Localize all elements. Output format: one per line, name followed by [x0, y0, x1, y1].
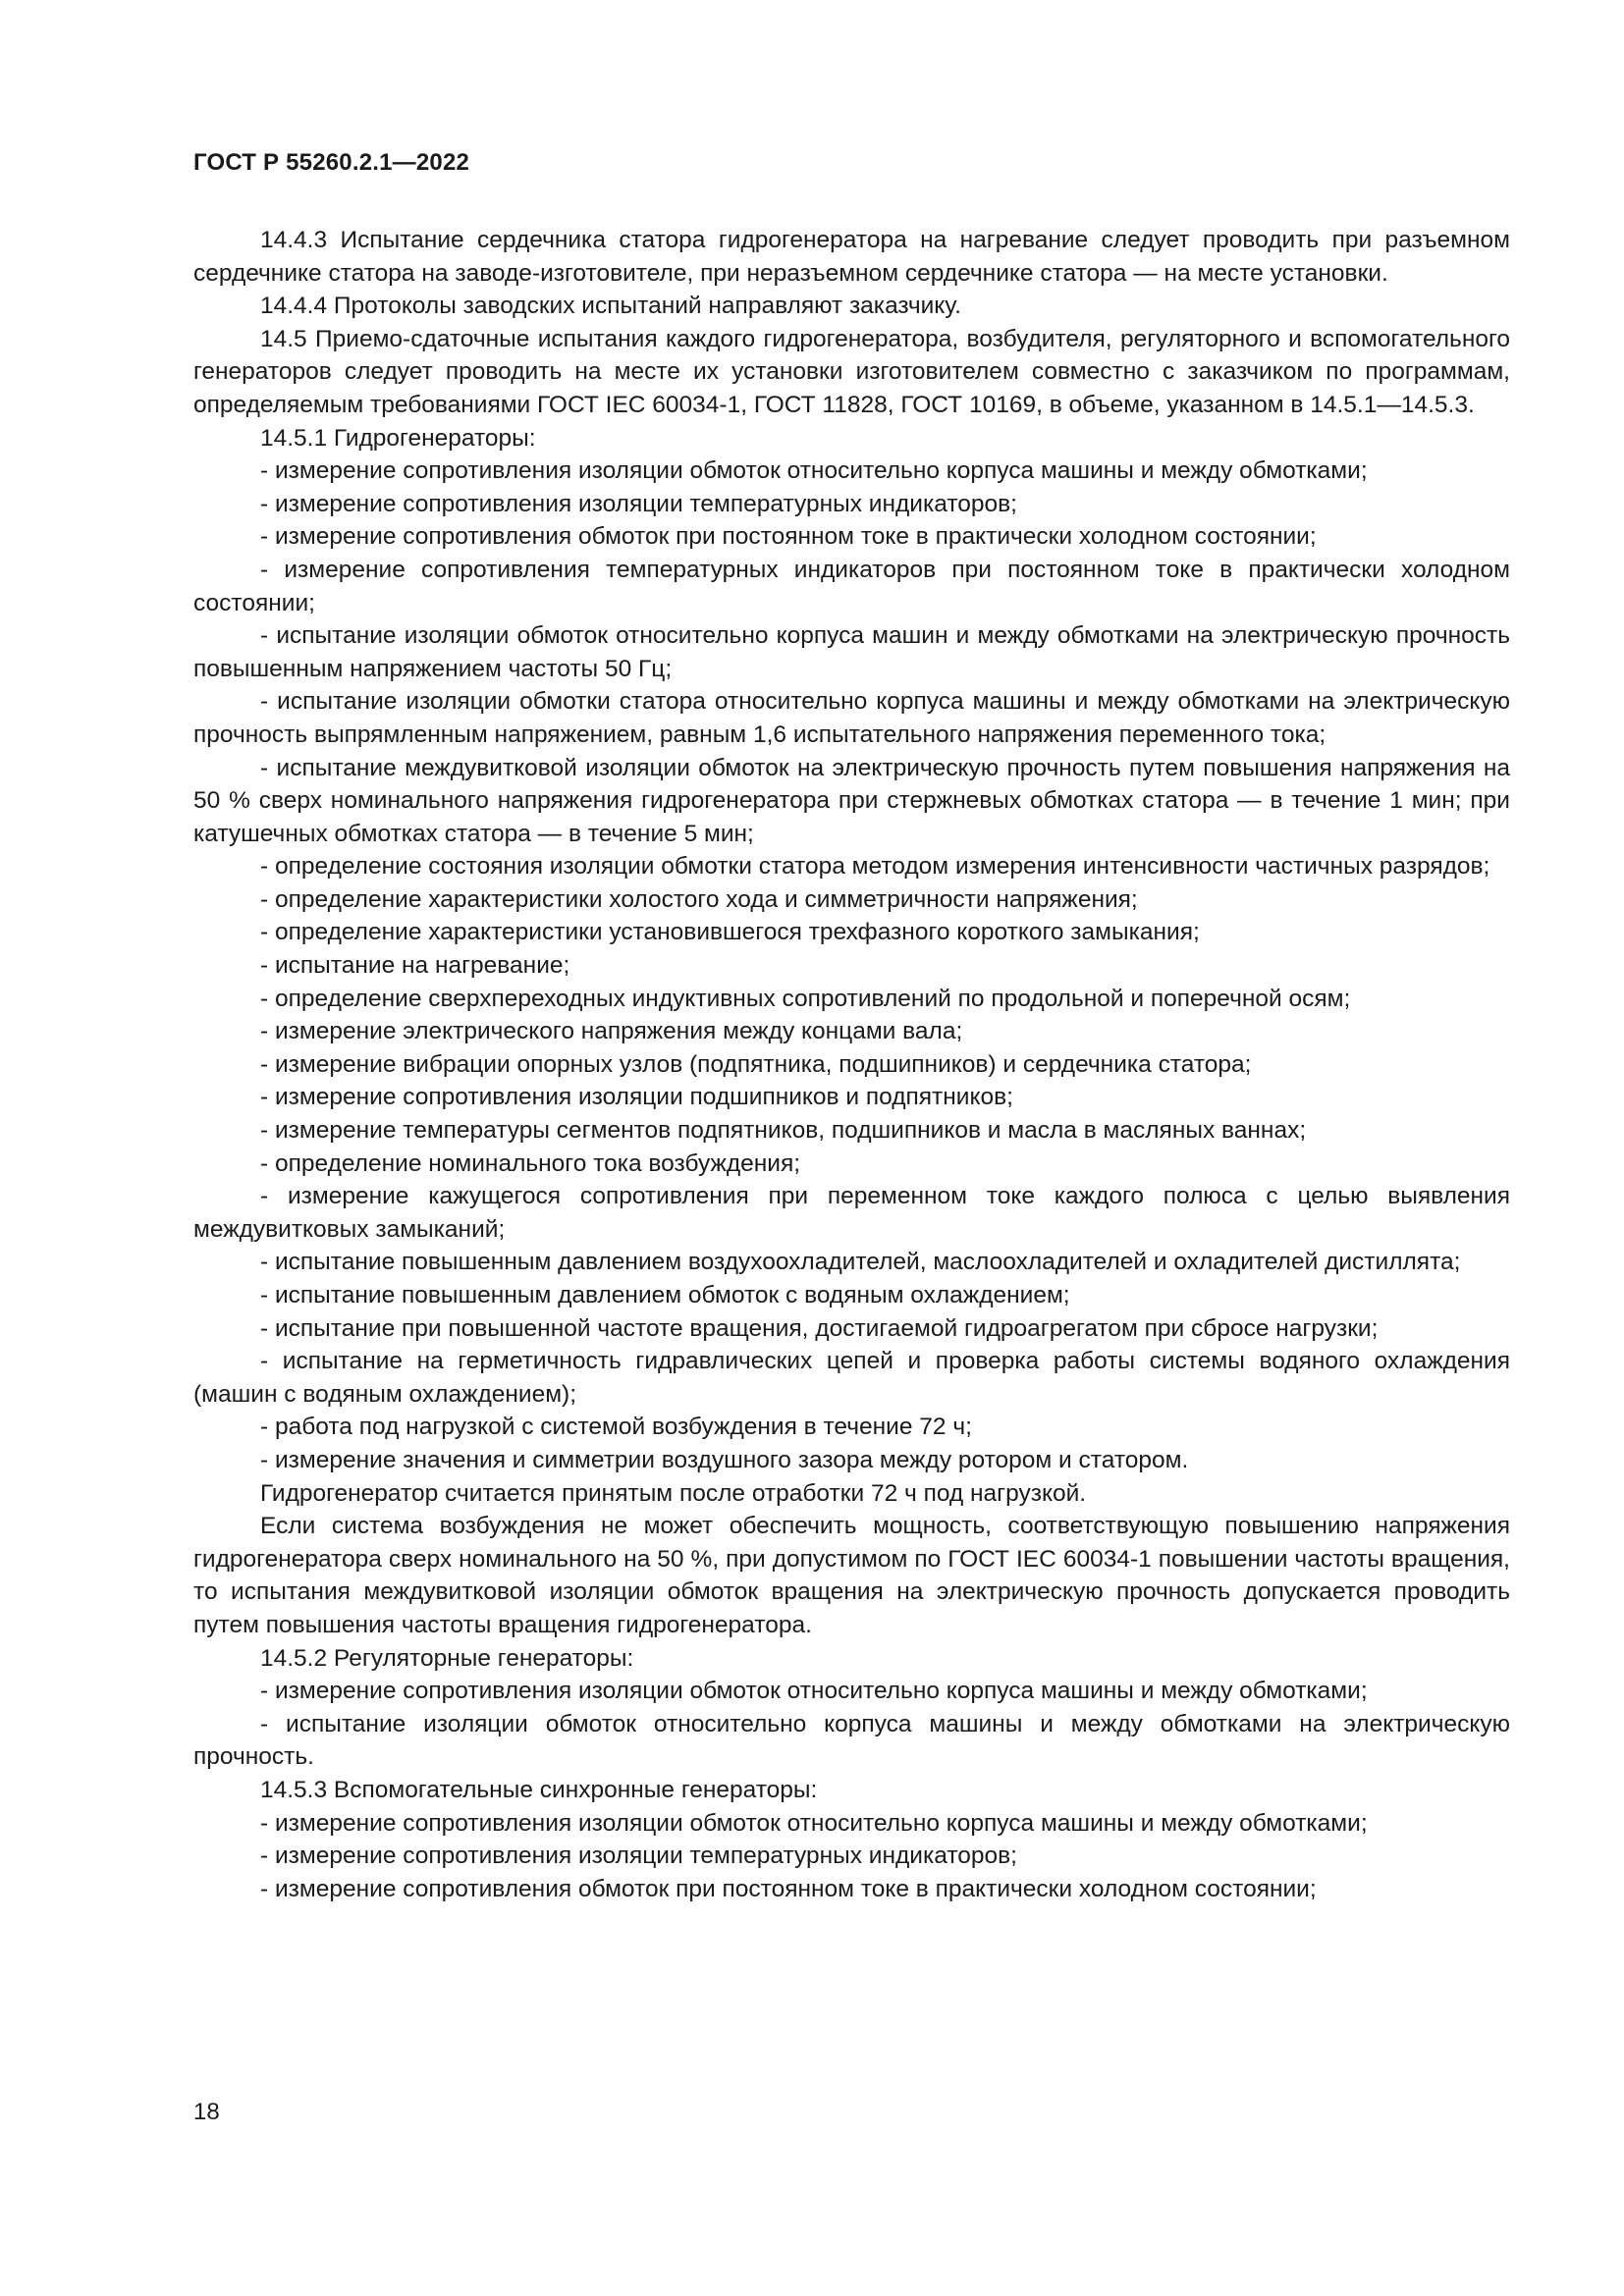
- list-item: - измерение вибрации опорных узлов (подпятника, подшипников) и сердечника статора;: [260, 1050, 1252, 1078]
- paragraph: 14.5 Приемо-сдаточные испытания каждого гидрогенератора, возбудителя, регуляторного и вспомогательного генераторов следует проводить на месте их установки изготовителем совместно с заказчиком по программам, определяемым требованиями ГОСТ IEC 60034-1, ГОСТ 11828, ГОСТ 10169, в объеме, указанном в 14.5.1—14.5.3.: [193, 325, 1510, 418]
- list-item: - испытание при повышенной частоте вращения, достигаемой гидроагрегатом при сбросе нагрузки;: [260, 1314, 1379, 1342]
- list-item: - измерение температуры сегментов подпятников, подшипников и масла в масляных ваннах;: [260, 1117, 1307, 1145]
- list-item: - определение характеристики установившегося трехфазного короткого замыкания;: [260, 919, 1200, 946]
- list-item: - измерение сопротивления обмоток при постоянном токе в практически холодном состоянии;: [260, 1875, 1317, 1902]
- list-item: - определение состояния изоляции обмотки статора методом измерения интенсивности частичных разрядов;: [260, 853, 1490, 881]
- list-item: - испытание изоляции обмотки статора относительно корпуса машины и между обмотками на электрическую прочность выпрямленным напряжением, равным 1,6 испытательного напряжения переменного тока;: [193, 688, 1510, 748]
- section-heading: 14.5.1 Гидрогенераторы:: [260, 424, 536, 452]
- section-heading: 14.5.2 Регуляторные генераторы:: [260, 1644, 634, 1672]
- list-item: - измерение сопротивления обмоток при постоянном токе в практически холодном состоянии;: [260, 523, 1317, 551]
- list-item: - определение характеристики холостого хода и симметричности напряжения;: [260, 885, 1138, 913]
- list-item: - измерение значения и симметрии воздушного зазора между ротором и статором.: [260, 1446, 1189, 1473]
- list-item: - измерение сопротивления изоляции температурных индикаторов;: [260, 1842, 1017, 1870]
- list-item: - определение сверхпереходных индуктивных сопротивлений по продольной и поперечной осям;: [260, 985, 1351, 1012]
- list-item: - испытание на герметичность гидравлических цепей и проверка работы системы водяного охлаждения (машин с водяным охлаждением);: [193, 1348, 1510, 1408]
- list-item: - испытание междувитковой изоляции обмоток на электрическую прочность путем повышения напряжения на 50 % сверх номинального напряжения гидрогенератора при стержневых обмотках статора — в течение 1 мин; при катушечных обмотках статора — в течение 5 мин;: [193, 754, 1510, 847]
- list-item: - измерение кажущегося сопротивления при переменном токе каждого полюса с целью выявления междувитковых замыканий;: [193, 1183, 1510, 1243]
- list-item: - испытание повышенным давлением обмоток с водяным охлаждением;: [260, 1282, 1070, 1308]
- list-item: - измерение сопротивления изоляции подшипников и подпятников;: [260, 1084, 1013, 1111]
- list-item: - определение номинального тока возбуждения;: [260, 1149, 801, 1177]
- list-item: - испытание изоляции обмоток относительно корпуса машины и между обмотками на электрическую прочность.: [193, 1710, 1510, 1771]
- document-header: ГОСТ Р 55260.2.1—2022: [193, 149, 470, 176]
- list-item: - измерение сопротивления изоляции обмоток относительно корпуса машины и между обмотками;: [260, 457, 1368, 485]
- document-body: [193, 224, 1510, 1905]
- paragraph: 14.4.3 Испытание сердечника статора гидрогенератора на нагревание следует проводить при разъемном сердечнике статора на заводе-изготовителе, при неразъемном сердечнике статора — на месте установки.: [193, 227, 1510, 287]
- section-heading: 14.5.3 Вспомогательные синхронные генераторы:: [260, 1776, 818, 1803]
- list-item: - работа под нагрузкой с системой возбуждения в течение 72 ч;: [260, 1414, 972, 1441]
- list-item: - измерение сопротивления изоляции температурных индикаторов;: [260, 490, 1017, 517]
- list-item: - измерение сопротивления изоляции обмоток относительно корпуса машины и между обмотками;: [260, 1678, 1368, 1705]
- paragraph: 14.4.4 Протоколы заводских испытаний направляют заказчику.: [260, 293, 961, 320]
- paragraph: Если система возбуждения не может обеспечить мощность, соответствующую повышению напряжения гидрогенератора сверх номинального на 50 %, при допустимом по ГОСТ IEC 60034-1 повышении частоты вращения, то испытания междувитковой изоляции обмоток вращения на электрическую прочность допускается проводить путем повышения частоты вращения гидрогенератора.: [193, 1513, 1510, 1638]
- page-number: 18: [193, 2099, 220, 2125]
- list-item: - испытание повышенным давлением воздухоохладителей, маслоохладителей и охладителей дистиллята;: [260, 1249, 1461, 1276]
- paragraph: Гидрогенератор считается принятым после отработки 72 ч под нагрузкой.: [260, 1479, 1087, 1507]
- list-item: - испытание на нагревание;: [260, 952, 570, 980]
- list-item: - измерение сопротивления изоляции обмоток относительно корпуса машины и между обмотками;: [260, 1809, 1368, 1837]
- list-item: - измерение сопротивления температурных индикаторов при постоянном токе в практически холодном состоянии;: [193, 556, 1510, 616]
- list-item: - испытание изоляции обмоток относительно корпуса машин и между обмотками на электрическую прочность повышенным напряжением частоты 50 Гц;: [193, 622, 1510, 682]
- list-item: - измерение электрического напряжения между концами вала;: [260, 1018, 963, 1045]
